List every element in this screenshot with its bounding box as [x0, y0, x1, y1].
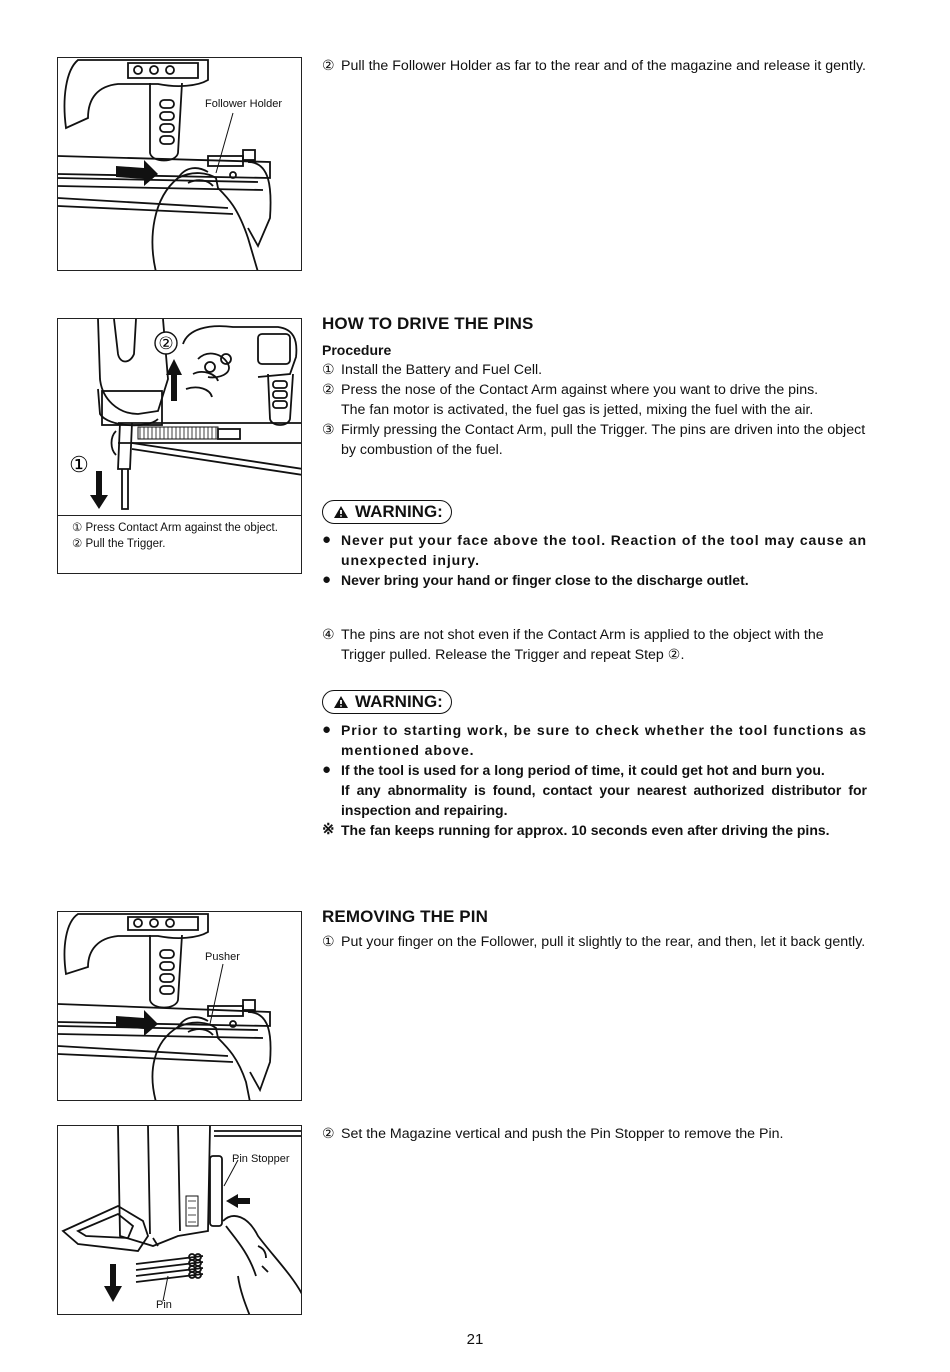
warning-text: Prior to starting work, be sure to check whether the tool functions as mentioned above. — [341, 722, 867, 758]
warning-triangle-icon — [333, 695, 349, 709]
step-2 — [322, 380, 867, 400]
pull-follower-step — [322, 56, 867, 76]
bullet: ● — [322, 761, 332, 778]
note-symbol: ※ — [322, 821, 335, 838]
warning-label: WARNING: — [355, 502, 443, 521]
figure-follower-holder — [57, 57, 302, 271]
warning-item — [322, 760, 867, 780]
step-number: ② — [322, 58, 335, 74]
pin-label: Pin — [156, 1299, 172, 1311]
step-number: ① — [322, 362, 335, 378]
bullet: ● — [322, 571, 332, 588]
step-text: Put your finger on the Follower, pull it slightly to the rear, and then, let it back gently. — [341, 934, 866, 950]
warning-item — [322, 570, 867, 590]
note — [322, 820, 867, 840]
pin-stopper-illustration — [58, 1126, 302, 1315]
note-text: The fan keeps running for approx. 10 seconds even after driving the pins. — [341, 822, 830, 838]
warning-triangle-icon — [333, 505, 349, 519]
bullet: ● — [322, 721, 332, 738]
step-4 — [322, 625, 867, 665]
step-3 — [322, 420, 867, 440]
figure-drive-pins — [57, 318, 302, 574]
warning-badge — [322, 500, 452, 524]
step-text: Pull the Follower Holder as far to the rear and of the magazine and release it gently. — [341, 58, 866, 74]
caption-line-1: ① Press Contact Arm against the object. — [72, 522, 278, 534]
callout-2: ② — [158, 334, 174, 353]
pin-stopper-label: Pin Stopper — [232, 1153, 290, 1165]
pusher-label: Pusher — [205, 951, 240, 963]
bullet: ● — [322, 531, 332, 548]
procedure-label: Procedure — [322, 342, 392, 358]
step-text: The pins are not shot even if the Contact Arm is applied to the object with the Trigger pulled. Release the Trigger and repeat Step ②. — [341, 627, 824, 663]
step-text: Set the Magazine vertical and push the Pin Stopper to remove the Pin. — [341, 1126, 784, 1142]
warning-block-1 — [322, 500, 867, 590]
warning-block-2 — [322, 690, 867, 840]
figure-pusher — [57, 911, 302, 1101]
section-heading: HOW TO DRIVE THE PINS — [322, 314, 534, 333]
step-text: Press the nose of the Contact Arm against where you want to drive the pins. — [341, 382, 819, 398]
step-2-continuation: The fan motor is activated, the fuel gas is jetted, mixing the fuel with the air. — [341, 402, 814, 418]
step-number: ② — [322, 382, 335, 398]
step-number: ③ — [322, 422, 335, 438]
step-text: Install the Battery and Fuel Cell. — [341, 362, 543, 378]
follower-holder-label: Follower Holder — [205, 98, 283, 110]
how-to-drive-section — [322, 314, 867, 460]
removing-pin-section — [322, 907, 867, 952]
step-3-continuation: by combustion of the fuel. — [341, 442, 503, 458]
caption-line-2: ② Pull the Trigger. — [72, 538, 166, 550]
warning-badge — [322, 690, 452, 714]
set-magazine-step — [322, 1124, 867, 1144]
figure-caption — [58, 516, 301, 552]
step-text: Firmly pressing the Contact Arm, pull the Trigger. The pins are driven into the object — [341, 422, 866, 438]
step-number: ① — [322, 934, 335, 950]
follower-holder-illustration — [58, 58, 302, 271]
pusher-illustration — [58, 912, 302, 1101]
step-1 — [322, 360, 867, 380]
warning-text: Never put your face above the tool. Reaction of the tool may cause an unexpected injury. — [341, 532, 867, 568]
figure-pin-stopper — [57, 1125, 302, 1315]
callout-1: ① — [69, 452, 89, 477]
page-number: 21 — [466, 1331, 484, 1348]
section-heading: REMOVING THE PIN — [322, 907, 488, 926]
warning-text: If the tool is used for a long period of time, it could get hot and burn you. — [341, 762, 825, 778]
step-number: ② — [322, 1126, 335, 1142]
step-number: ④ — [322, 627, 335, 643]
step-1 — [322, 932, 867, 952]
warning-text: If any abnormality is found, contact your nearest authorized distributor for inspection and repairing. — [341, 782, 867, 818]
warning-label: WARNING: — [355, 692, 443, 711]
warning-item-continuation — [322, 780, 867, 820]
warning-text: Never bring your hand or finger close to the discharge outlet. — [341, 572, 749, 588]
drive-pins-illustration — [58, 319, 302, 515]
warning-item — [322, 530, 867, 570]
warning-item — [322, 720, 867, 760]
